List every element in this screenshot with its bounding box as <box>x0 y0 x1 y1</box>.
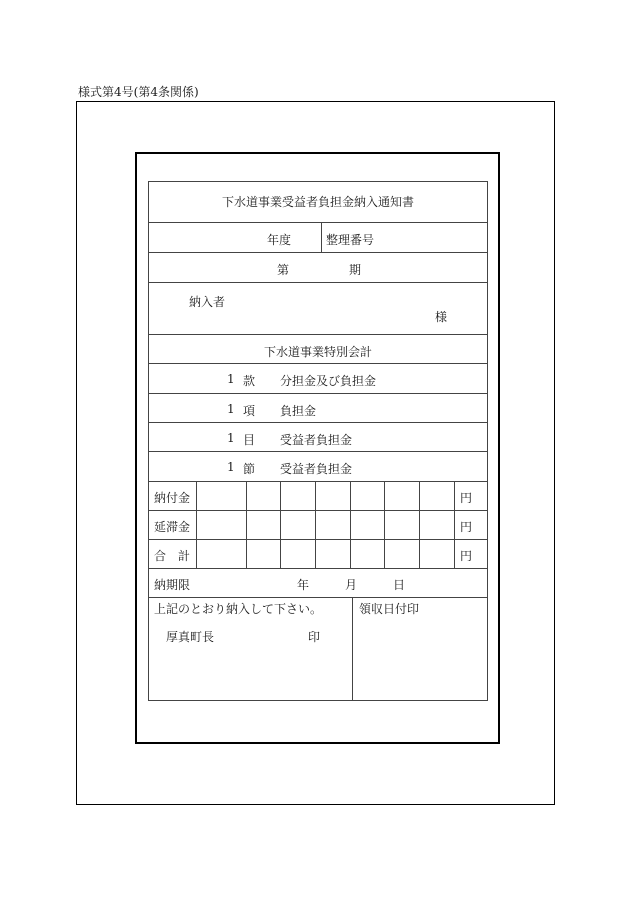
budget-item-name: 受益者負担金 <box>280 462 353 476</box>
digit-cell-divider <box>196 511 197 539</box>
digit-cell-divider <box>196 540 197 568</box>
budget-item-row <box>149 423 487 452</box>
period-row <box>149 253 487 283</box>
digit-cell-divider <box>350 540 351 568</box>
amount-unit: 円 <box>460 520 473 534</box>
notice-row <box>149 598 487 700</box>
amount-label: 合 計 <box>154 549 191 563</box>
budget-item-number: 1 <box>227 372 235 386</box>
payment-instruction: 上記のとおり納入して下さい。 <box>154 602 323 616</box>
digit-cell-divider <box>454 511 455 539</box>
fiscal-year-divider <box>321 223 322 252</box>
digit-cell-divider <box>246 482 247 510</box>
due-date-row <box>149 569 487 598</box>
receipt-stamp-label: 領収日付印 <box>359 602 420 616</box>
receipt-divider <box>352 598 353 700</box>
budget-item-level: 節 <box>243 462 256 476</box>
digit-cell-divider <box>196 482 197 510</box>
digit-cell-divider <box>384 482 385 510</box>
due-date-year: 年 <box>297 578 310 592</box>
title-row <box>149 182 487 223</box>
digit-cell-divider <box>246 511 247 539</box>
budget-item-name: 負担金 <box>280 404 317 418</box>
digit-cell-divider <box>315 482 316 510</box>
payer-row <box>149 283 487 335</box>
digit-cell-divider <box>280 511 281 539</box>
budget-item-row <box>149 364 487 394</box>
budget-item-row <box>149 452 487 482</box>
amount-row-payment <box>149 482 487 511</box>
budget-item-row <box>149 394 487 423</box>
budget-item-number: 1 <box>227 431 235 445</box>
digit-cell-divider <box>384 540 385 568</box>
budget-item-name: 分担金及び負担金 <box>280 374 377 388</box>
digit-cell-divider <box>419 482 420 510</box>
digit-cell-divider <box>419 511 420 539</box>
digit-cell-divider <box>315 511 316 539</box>
reference-number-label: 整理番号 <box>326 233 375 247</box>
amount-unit: 円 <box>460 491 473 505</box>
form-title: 下水道事業受益者負担金納入通知書 <box>221 195 414 209</box>
digit-cell-divider <box>280 540 281 568</box>
budget-item-level: 項 <box>243 404 256 418</box>
digit-cell-divider <box>454 482 455 510</box>
digit-cell-divider <box>419 540 420 568</box>
payer-honorific: 様 <box>435 310 448 324</box>
budget-item-number: 1 <box>227 460 235 474</box>
amount-label: 延滞金 <box>154 520 191 534</box>
fiscal-year-label: 年度 <box>267 233 292 247</box>
period-suffix: 期 <box>349 263 362 277</box>
period-prefix: 第 <box>277 263 290 277</box>
form-number-heading: 様式第4号(第4条関係) <box>78 85 199 99</box>
digit-cell-divider <box>454 540 455 568</box>
digit-cell-divider <box>384 511 385 539</box>
budget-item-number: 1 <box>227 402 235 416</box>
fiscal-year-row <box>149 223 487 253</box>
amount-unit: 円 <box>460 549 473 563</box>
budget-item-level: 目 <box>243 433 256 447</box>
digit-cell-divider <box>246 540 247 568</box>
digit-cell-divider <box>315 540 316 568</box>
due-date-month: 月 <box>345 578 358 592</box>
payment-notice-form <box>148 181 488 701</box>
digit-cell-divider <box>350 511 351 539</box>
amount-row-total <box>149 540 487 569</box>
mayor-title: 厚真町長 <box>166 630 215 644</box>
amount-row-late-fee <box>149 511 487 540</box>
due-date-day: 日 <box>393 578 406 592</box>
mayor-seal: 印 <box>308 630 321 644</box>
amount-label: 納付金 <box>154 491 191 505</box>
budget-item-level: 款 <box>243 374 256 388</box>
budget-item-name: 受益者負担金 <box>280 433 353 447</box>
account-row <box>149 335 487 364</box>
payer-label: 納入者 <box>189 295 226 309</box>
account-name: 下水道事業特別会計 <box>263 345 372 359</box>
due-date-label: 納期限 <box>154 578 191 592</box>
digit-cell-divider <box>280 482 281 510</box>
digit-cell-divider <box>350 482 351 510</box>
